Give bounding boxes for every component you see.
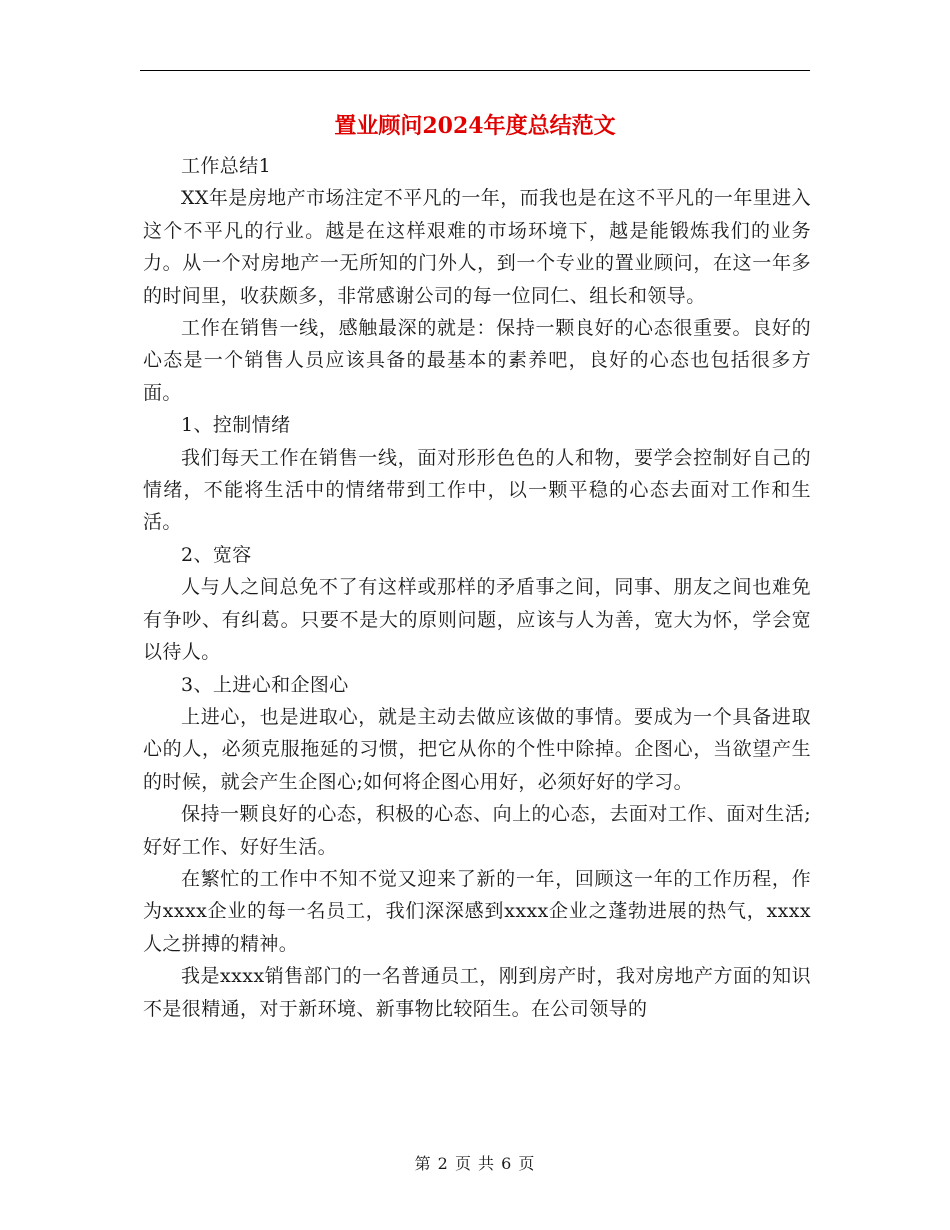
paragraph: 在繁忙的工作中不知不觉又迎来了新的一年，回顾这一年的工作历程，作为xxxx企业的每一名员工，我们深深感到xxxx企业之蓬勃进展的热气，xxxx人之拼搏的精神。 bbox=[143, 867, 811, 955]
document-title: 置业顾问2024年度总结范文 bbox=[334, 113, 616, 139]
paragraph: 我是xxxx销售部门的一名普通员工，刚到房产时，我对房地产方面的知识不是很精通，对于新环境、新事物比较陌生。在公司领导的 bbox=[143, 965, 811, 1020]
subheading: 1、控制情绪 bbox=[181, 414, 291, 437]
paragraph: 上进心，也是进取心，就是主动去做应该做的事情。要成为一个具备进取心的人，必须克服拖延的习惯，把它从你的个性中除掉。企图心，当欲望产生的时候，就会产生企图心;如何将企图心用好，必须好好的学习。 bbox=[143, 705, 811, 793]
paragraph: 保持一颗良好的心态，积极的心态、向上的心态，去面对工作、面对生活;好好工作、好好生活。 bbox=[143, 803, 811, 858]
paragraph: XX年是房地产市场注定不平凡的一年，而我也是在这不平凡的一年里进入这个不平凡的行业。越是在这样艰难的市场环境下，越是能锻炼我们的业务力。从一个对房地产一无所知的门外人，到一个专业的置业顾问，在这一年多的时间里，收获颇多，非常感谢公司的每一位同仁、组长和领导。 bbox=[143, 187, 811, 307]
paragraph: 工作在销售一线，感触最深的就是：保持一颗良好的心态很重要。良好的心态是一个销售人员应该具备的最基本的素养吧，良好的心态也包括很多方面。 bbox=[143, 317, 811, 404]
paragraph: 我们每天工作在销售一线，面对形形色色的人和物，要学会控制好自己的情绪，不能将生活中的情绪带到工作中，以一颗平稳的心态去面对工作和生活。 bbox=[143, 446, 811, 534]
subheading: 2、宽容 bbox=[181, 543, 252, 566]
paragraph: 人与人之间总免不了有这样或那样的矛盾事之间，同事、朋友之间也难免有争吵、有纠葛。只要不是大的原则问题，应该与人为善，宽大为怀，学会宽以待人。 bbox=[143, 576, 811, 664]
section-heading: 工作总结1 bbox=[181, 155, 272, 177]
document-body bbox=[143, 150, 811, 1025]
subheading: 3、上进心和企图心 bbox=[181, 673, 349, 696]
page-number-footer: 第 2 页 共 6 页 bbox=[414, 1154, 536, 1173]
header-rule bbox=[140, 70, 810, 71]
